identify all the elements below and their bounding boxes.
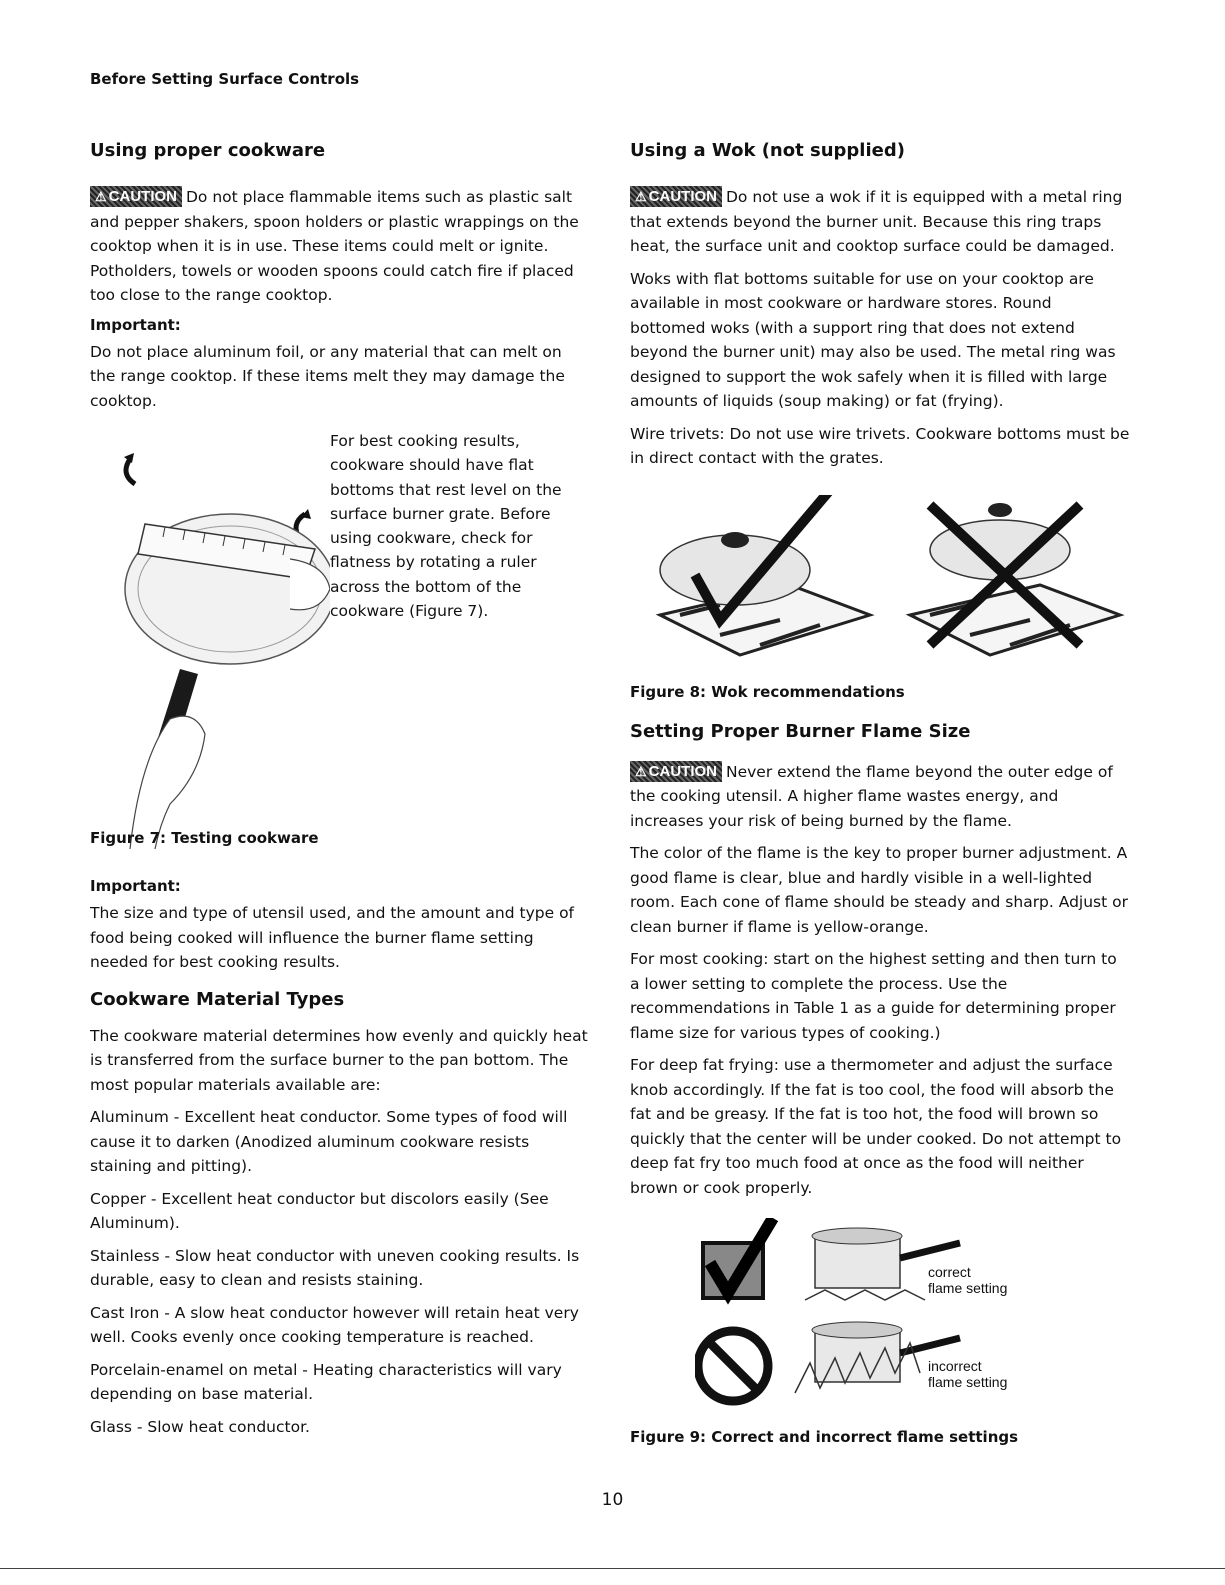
heading-cookware-material-types: Cookware Material Types xyxy=(90,988,345,1010)
material-intro: The cookware material determines how evenly and quickly heat is transferred from the surface burner to the pan bottom. The most popular materials available are: xyxy=(90,1026,588,1094)
material-cast-iron: Cast Iron - A slow heat conductor however will retain heat very well. Cooks evenly once cooking temperature is reached. xyxy=(90,1303,579,1346)
wok-correct xyxy=(660,495,870,655)
page-number: 10 xyxy=(601,1490,624,1510)
important-label: Important: xyxy=(90,315,181,334)
wok-illustration xyxy=(640,495,1130,675)
heading-using-a-wok: Using a Wok (not supplied) xyxy=(630,140,905,161)
figure-7-block xyxy=(90,429,590,849)
heading-setting-burner-flame-size: Setting Proper Burner Flame Size xyxy=(630,720,971,742)
bottom-divider xyxy=(0,1568,1225,1569)
figure-9-block xyxy=(630,1218,1130,1458)
flame-paragraph-2: For most cooking: start on the highest setting and then turn to a lower setting to complete the process. Use the recommendations in Table 1 as a guide for determining proper flame size for various types of cooking.) xyxy=(630,950,1117,1042)
flatness-text: For best cooking results, cookware should have flat bottoms that rest level on the surface burner grate. Before using cookware, check for flatness by rotating a ruler across the bottom of the cookware (Figure 7). xyxy=(330,432,562,621)
important-label-2: Important: xyxy=(90,877,181,895)
incorrect-flame-label: incorrect flame setting xyxy=(928,1358,1008,1390)
caution-paragraph-flammable: ⚠ CAUTION Do not place flammable items such as plastic salt and pepper shakers, spoon holders or plastic wrappings on the cooktop when it is in use. These items could melt or ignite. Potholders, towels or wooden spoons could catch fire if placed too close to the range cooktop. xyxy=(90,188,579,304)
wok-paragraph-1: Woks with flat bottoms suitable for use on your cooktop are available in most cookware or hardware stores. Round bottomed woks (with a support ring that does not extend beyond the burner unit) may also be used. The metal ring was designed to support the wok safely when it is filled with large amounts of liquids (soup making) or fat (frying). xyxy=(630,269,1116,410)
flame-paragraph-3: For deep fat frying: use a thermometer and adjust the surface knob accordingly. If the fat is too cool, the food will absorb the fat and be greasy. If the fat is too hot, the food will brown so quickly that the center will be under cooked. Do not attempt to deep fat fry too much food at once as the food will neither brown or cook properly. xyxy=(630,1056,1122,1197)
caution-badge: ⚠ CAUTION xyxy=(90,186,182,207)
right-column xyxy=(630,140,1130,1458)
important-paragraph-utensil: The size and type of utensil used, and the amount and type of food being cooked will influence the burner flame setting needed for best cooking results. xyxy=(90,904,575,971)
material-stainless: Stainless - Slow heat conductor with uneven cooking results. Is durable, easy to clean and resists staining. xyxy=(90,1246,580,1289)
material-porcelain: Porcelain-enamel on metal - Heating characteristics will vary depending on base material. xyxy=(90,1360,562,1403)
flame-paragraph-1: The color of the flame is the key to proper burner adjustment. A good flame is clear, blue and hardly visible in a well-lighted room. Each cone of flame should be steady and sharp. Adjust or clean burner if flame is yellow-orange. xyxy=(630,844,1128,936)
figure-8-caption: Figure 8: Wok recommendations xyxy=(630,682,905,701)
page-header: Before Setting Surface Controls xyxy=(90,70,360,88)
warning-triangle-icon: ⚠ xyxy=(635,189,647,204)
caution-paragraph-flame: ⚠ CAUTION Never extend the flame beyond the outer edge of the cooking utensil. A higher flame wastes energy, and increases your risk of being burned by the flame. xyxy=(630,762,1113,830)
caution-badge: ⚠ CAUTION xyxy=(630,186,722,207)
left-column xyxy=(90,140,590,1447)
warning-triangle-icon: ⚠ xyxy=(95,189,107,204)
heading-using-proper-cookware: Using proper cookware xyxy=(90,140,326,161)
figure-8-block xyxy=(630,485,1130,705)
wok-paragraph-2: Wire trivets: Do not use wire trivets. Cookware bottoms must be in direct contact with the grates. xyxy=(630,424,1130,467)
rotate-arrow-left-icon xyxy=(126,459,135,484)
material-aluminum: Aluminum - Excellent heat conductor. Some types of food will cause it to darken (Anodized aluminum cookware resists staining and pitting). xyxy=(90,1108,568,1175)
correct-flame-label: correct flame setting xyxy=(928,1264,1008,1296)
flame-settings-illustration xyxy=(695,1218,1095,1418)
important-paragraph-foil: Do not place aluminum foil, or any material that can melt on the range cooktop. If these items melt they may damage the cooktop. xyxy=(90,342,565,410)
wok-incorrect xyxy=(910,503,1120,655)
caution-badge: ⚠ CAUTION xyxy=(630,761,722,782)
figure-7-caption: Figure 7: Testing cookware xyxy=(90,829,319,847)
caution-paragraph-wok: ⚠ CAUTION Do not use a wok if it is equipped with a metal ring that extends beyond the burner unit. Because this ring traps heat, the surface unit and cooktop surface could be damaged. xyxy=(630,188,1123,255)
material-copper: Copper - Excellent heat conductor but discolors easily (See Aluminum). xyxy=(90,1189,549,1232)
ruler-test-illustration xyxy=(90,429,330,849)
warning-triangle-icon: ⚠ xyxy=(635,763,647,779)
figure-9-caption: Figure 9: Correct and incorrect flame settings xyxy=(630,1428,1019,1446)
material-glass: Glass - Slow heat conductor. xyxy=(90,1417,310,1436)
